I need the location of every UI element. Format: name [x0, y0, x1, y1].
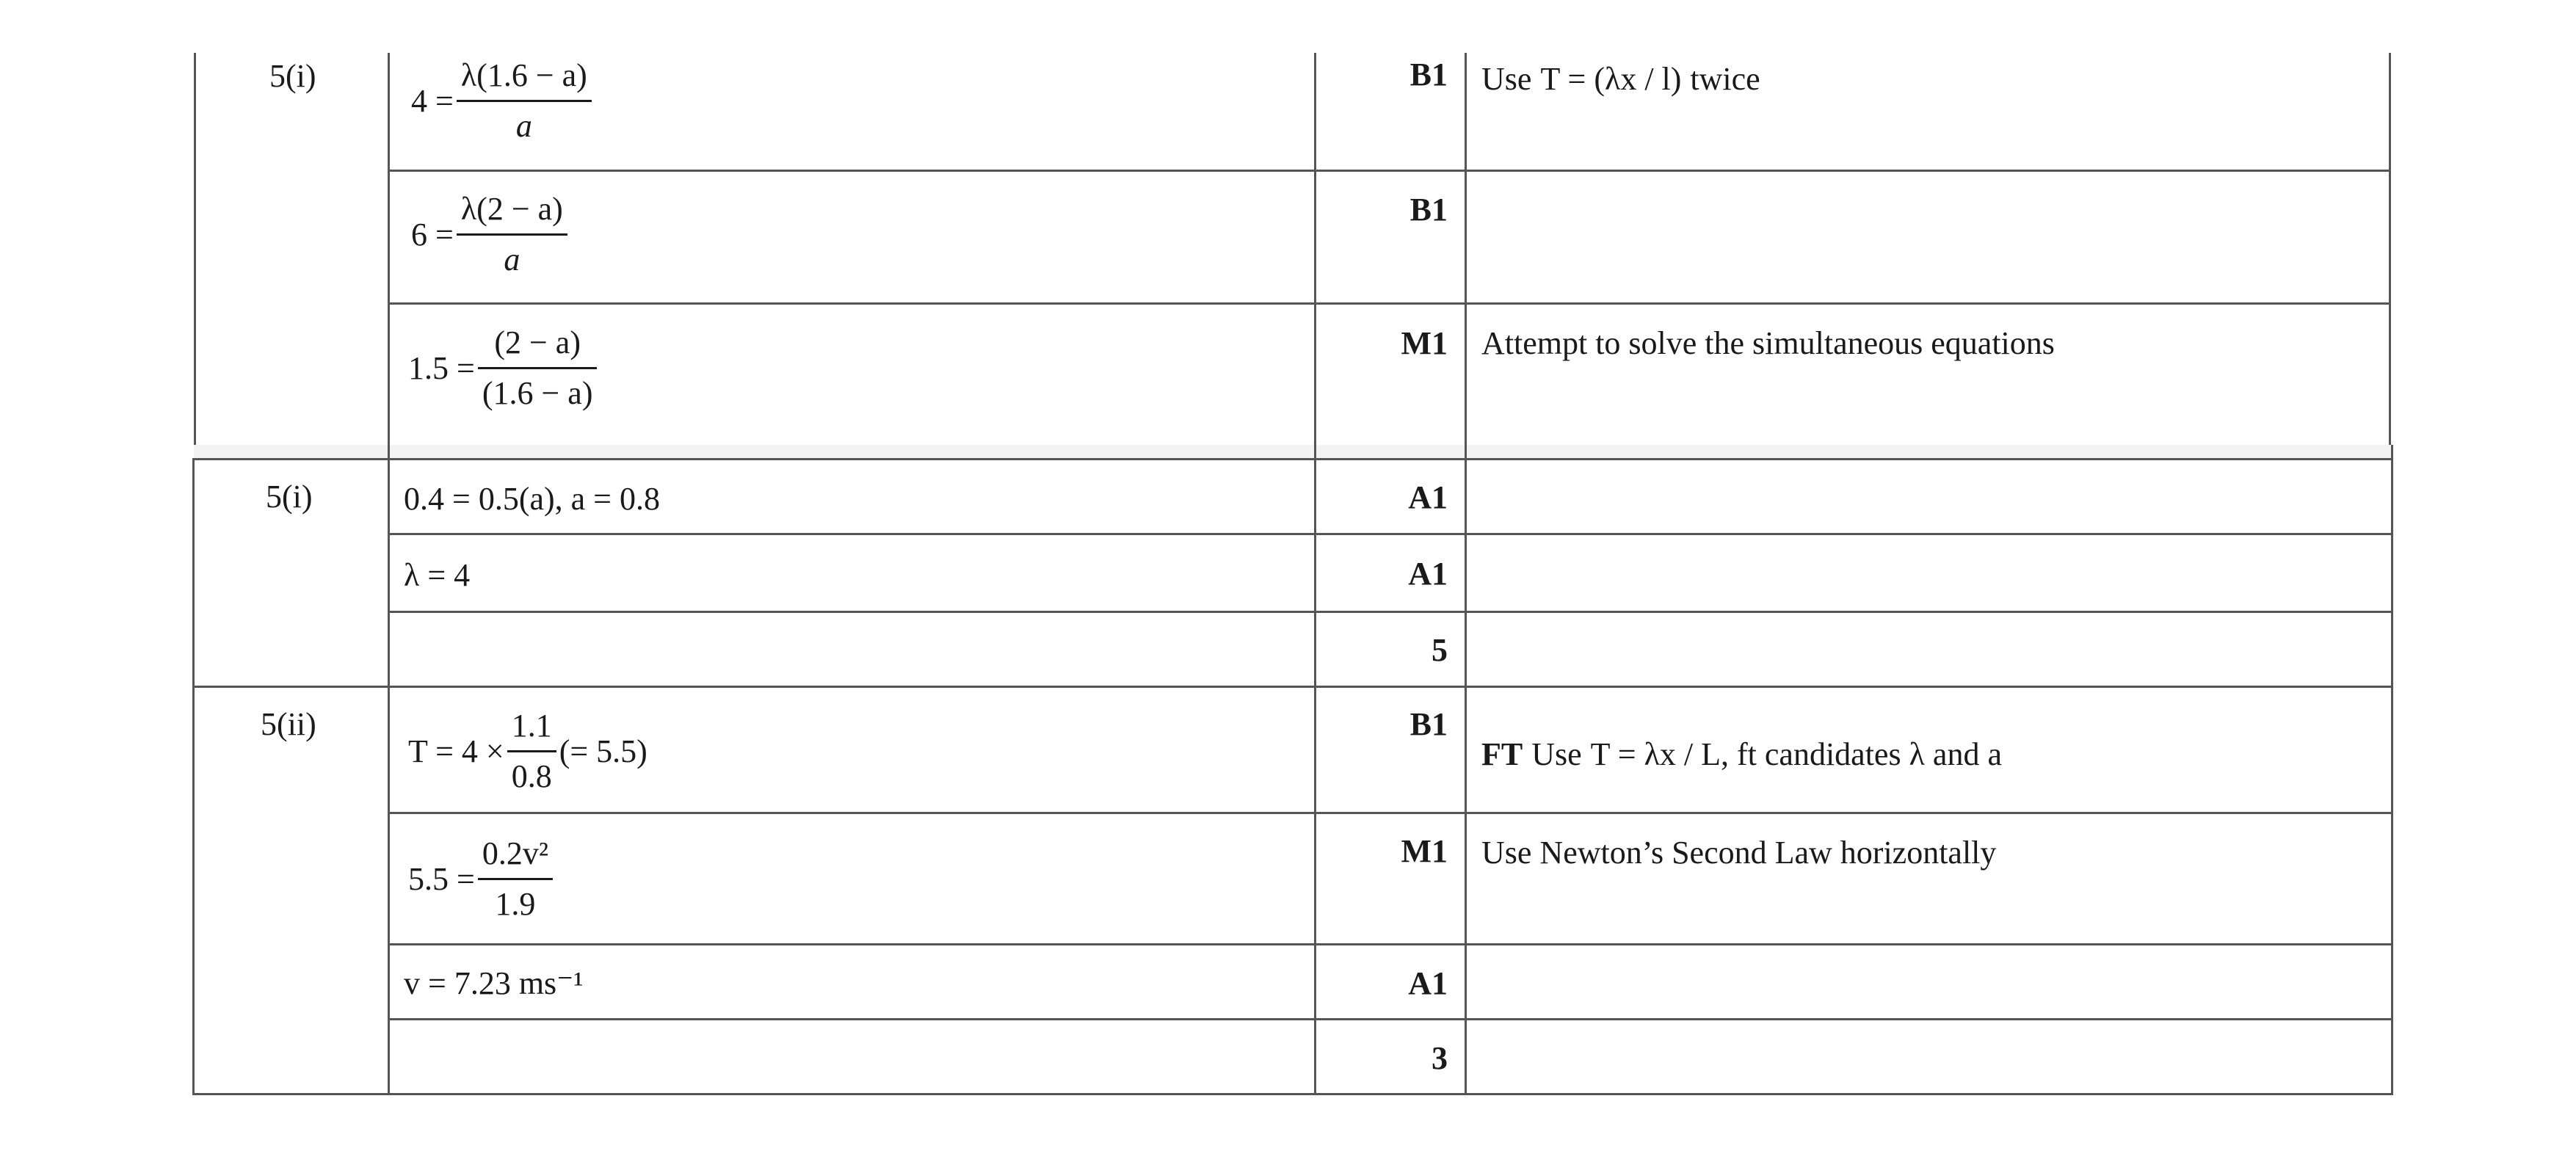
equation — [408, 326, 600, 410]
numerator: 1.1 — [511, 708, 552, 744]
question-number: 5(ii) — [261, 706, 316, 742]
grid-line — [388, 611, 2393, 613]
grid-line — [388, 170, 2391, 172]
guidance-prefix: Use — [1481, 61, 1532, 97]
question-number: 5(i) — [269, 58, 316, 94]
page-break-band — [194, 445, 2393, 458]
answer-text: v = 7.23 ms⁻¹ — [404, 965, 584, 1001]
answer-text: λ = 4 — [404, 557, 471, 593]
denominator: (1.6 − a) — [482, 374, 593, 411]
guidance-bold: FT — [1481, 736, 1523, 772]
grid-line — [388, 445, 390, 1095]
mark-code: M1 — [1401, 833, 1448, 869]
grid-line — [194, 53, 196, 448]
guidance-text: Attempt to solve the simultaneous equations — [1481, 325, 2055, 361]
fraction — [478, 837, 553, 921]
equation — [411, 192, 570, 277]
mark-code: B1 — [1409, 57, 1448, 92]
equation — [411, 59, 595, 143]
equation-lhs: 6 = — [411, 216, 454, 253]
grid-line — [192, 458, 2393, 460]
question-number: 5(i) — [266, 479, 313, 515]
equation-rhs: (= 5.5) — [559, 733, 647, 769]
fraction — [457, 59, 592, 143]
denominator: a — [515, 107, 532, 144]
guidance-formula: T = (λx / l) — [1540, 61, 1682, 97]
grid-line — [388, 1018, 2393, 1020]
grid-line — [388, 533, 2393, 535]
denominator: a — [504, 241, 520, 277]
grid-line — [192, 458, 195, 1095]
denominator: 0.8 — [511, 758, 552, 794]
guidance-text: Use Newton’s Second Law horizontally — [1481, 835, 1997, 871]
guidance-suffix: twice — [1690, 61, 1760, 97]
fraction-bar — [478, 878, 553, 880]
guidance-formula: T = λx / L — [1590, 736, 1721, 772]
numerator: λ(1.6 − a) — [460, 57, 587, 93]
equation-lhs: T = 4 × — [408, 733, 504, 769]
mark-total: 5 — [1432, 632, 1448, 668]
equation-lhs: 4 = — [411, 82, 454, 119]
fraction-bar — [507, 750, 556, 752]
mark-code: B1 — [1409, 192, 1448, 228]
guidance-text — [1481, 736, 2002, 773]
numerator: λ(2 − a) — [460, 191, 563, 227]
equation-lhs: 1.5 = — [408, 349, 475, 386]
guidance-text — [1481, 60, 1760, 98]
equation-lhs: 5.5 = — [408, 860, 475, 897]
mark-code: A1 — [1408, 965, 1448, 1001]
mark-code: M1 — [1401, 325, 1448, 361]
mark-code: A1 — [1408, 479, 1448, 515]
grid-line — [192, 686, 2393, 688]
mark-code: B1 — [1409, 706, 1448, 742]
fraction-bar — [457, 233, 567, 236]
answer-text: 0.4 = 0.5(a), a = 0.8 — [404, 481, 660, 517]
grid-line — [1465, 445, 1467, 1095]
mark-code: A1 — [1408, 556, 1448, 592]
grid-line — [388, 812, 2393, 814]
guidance-prefix: Use — [1531, 736, 1582, 772]
grid-line — [388, 302, 2391, 305]
fraction-bar — [457, 100, 592, 102]
fraction — [478, 326, 598, 410]
equation — [408, 709, 647, 794]
grid-line — [2391, 445, 2393, 1095]
numerator: (2 − a) — [494, 324, 581, 360]
grid-line — [1465, 53, 1467, 448]
grid-line — [388, 53, 390, 448]
mark-total: 3 — [1432, 1040, 1448, 1076]
grid-line — [388, 943, 2393, 945]
numerator: 0.2v² — [482, 835, 549, 871]
grid-line — [1314, 53, 1316, 448]
guidance-suffix: , ft candidates λ and a — [1721, 736, 2002, 772]
fraction-bar — [478, 367, 598, 369]
denominator: 1.9 — [495, 885, 536, 922]
fraction — [457, 192, 567, 277]
grid-line — [2389, 53, 2391, 448]
equation — [408, 837, 556, 921]
fraction — [507, 709, 556, 794]
grid-line — [192, 1093, 2393, 1095]
